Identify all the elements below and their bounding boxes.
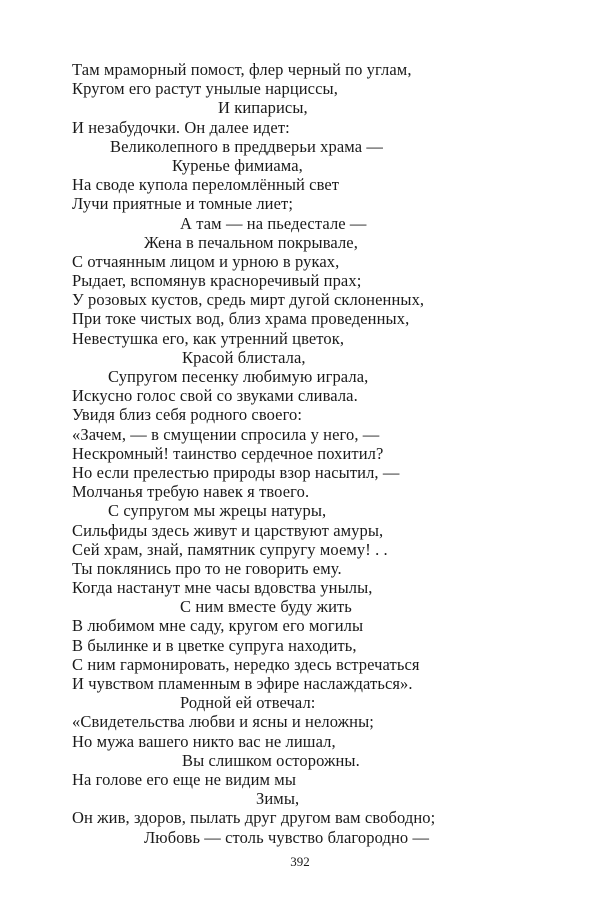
- poem-line: Великолепного в преддверьи храма —: [110, 136, 383, 156]
- poem-line: Рыдает, вспомянув красноречивый прах;: [72, 271, 362, 291]
- poem-line: Зимы,: [256, 789, 300, 809]
- poem-line: На своде купола переломлённый свет: [72, 175, 340, 195]
- poem-line: И чувством пламенным в эфире наслаждаться».: [72, 674, 413, 693]
- poem-line: Там мраморный помост, флер черный по углам,: [72, 60, 412, 79]
- poem-line: В былинке и в цветке супруга находить,: [72, 635, 357, 655]
- poem-line: Сей храм, знай, памятник супругу моему! . .: [72, 539, 388, 559]
- poem-line: Кругом его растут унылые нарциссы,: [72, 79, 338, 99]
- poem-text: [72, 60, 532, 847]
- poem-line: «Свидетельства любви и ясны и неложны;: [72, 712, 374, 732]
- poem-line: Родной ей отвечал:: [180, 693, 316, 713]
- poem-line: «Зачем, — в смущении спросила у него, —: [72, 424, 380, 444]
- poem-line: Когда настанут мне часы вдовства унылы,: [72, 578, 373, 598]
- poem-line: Жена в печальном покрывале,: [144, 232, 358, 252]
- poem-line: Красой блистала,: [182, 347, 306, 367]
- poem-line: У розовых кустов, средь мирт дугой склоненных,: [72, 290, 425, 310]
- poem-line: С супругом мы жрецы натуры,: [108, 501, 327, 521]
- poem-line: А там — на пьедестале —: [180, 213, 367, 233]
- poem-line: С ним вместе буду жить: [180, 597, 352, 617]
- poem-line: Увидя близ себя родного своего:: [72, 405, 303, 425]
- poem-line: Лучи приятные и томные лиет;: [72, 194, 294, 214]
- page-number: 392: [290, 854, 310, 869]
- poem-line: Но если прелестью природы взор насытил, —: [72, 462, 400, 482]
- poem-line: Молчанья требую навек я твоего.: [72, 482, 310, 502]
- poem-line: Любовь — столь чувство благородно —: [144, 827, 430, 847]
- poem-line: Сильфиды здесь живут и царствуют амуры,: [72, 520, 384, 540]
- poem-line: Супругом песенку любимую играла,: [108, 367, 369, 386]
- poem-line: В любимом мне саду, кругом его могилы: [72, 616, 364, 636]
- poem-line: Невестушка его, как утренний цветок,: [72, 328, 345, 348]
- poem-line: Искусно голос свой со звуками сливала.: [72, 386, 358, 406]
- poem-line: И незабудочки. Он далее идет:: [72, 117, 290, 137]
- poem-line: С ним гармонировать, нередко здесь встречаться: [72, 654, 420, 674]
- poem-line: На голове его еще не видим мы: [72, 769, 297, 789]
- poem-line: Ты поклянись про то не говорить ему.: [72, 558, 342, 578]
- poem-line: Но мужа вашего никто вас не лишал,: [72, 731, 336, 751]
- poem-line: Нескромный! таинство сердечное похитил?: [72, 443, 384, 463]
- poem-line: Куренье фимиама,: [172, 155, 303, 175]
- poem-line: Он жив, здоров, пылать друг другом вам свободно;: [72, 808, 436, 828]
- poem-line: И кипарисы,: [218, 98, 308, 118]
- poem-line: С отчаянным лицом и урною в руках,: [72, 251, 340, 271]
- poem-line: Вы слишком осторожны.: [182, 750, 360, 770]
- poem-line: При токе чистых вод, близ храма проведенных,: [72, 309, 410, 329]
